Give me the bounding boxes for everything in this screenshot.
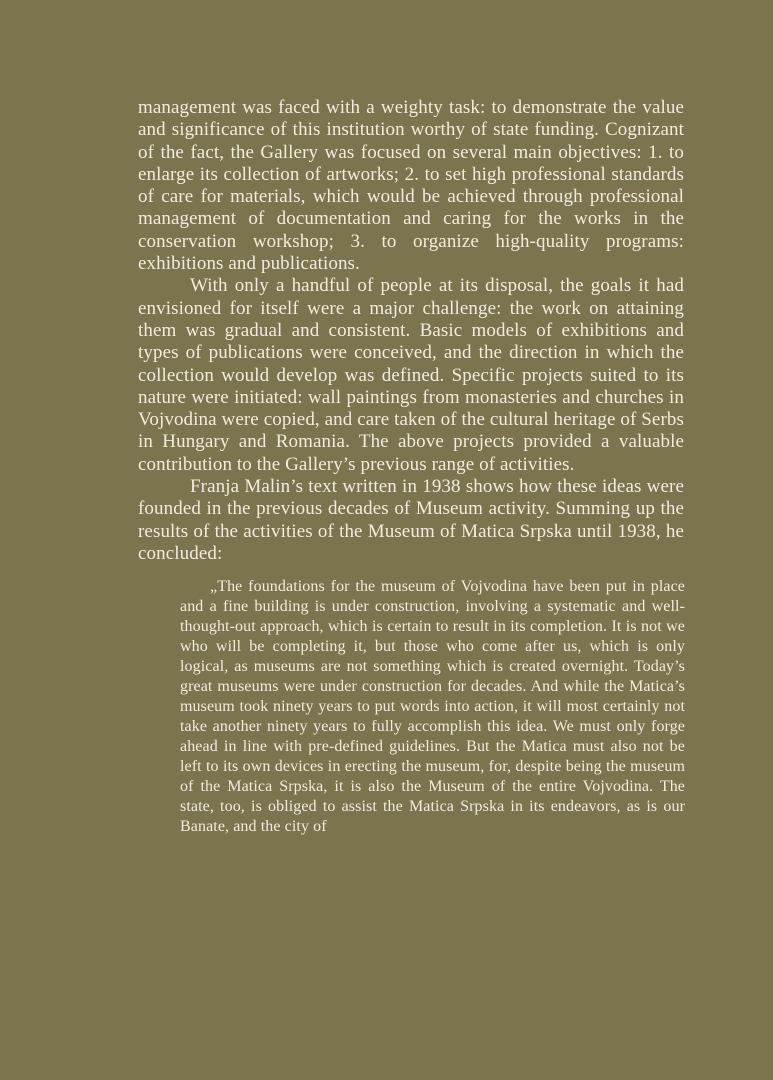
body-paragraph-3: Franja Malin’s text written in 1938 shows how these ideas were founded in the previous decades of Museum activity. Summing up the results of the activities of the Museum of Matica Srpska until 1938, he concluded:: [138, 476, 684, 564]
body-paragraph-2: With only a handful of people at its disposal, the goals it had envisioned for itself were a major challenge: the work on attaining them was gradual and consistent. Basic models of exhibitions and types of publications were conceived, and the direction in which the collection would develop was defined. Specific projects suited to its nature were initiated: wall paintings from monasteries and churches in Vojvodina were copied, and care taken of the cultural heritage of Serbs in Hungary and Romania. The above projects provided a valuable contribution to the Gallery’s previous range of activities.: [138, 275, 684, 475]
blockquote: „The foundations for the museum of Vojvodina have been put in place and a fine building is under construction, involving a systematic and well-thought-out approach, which is certain to result in its completion. It is not we who will be completing it, but those who come after us, which is only logical, as museums are not something which is created overnight. Today’s great museums were under construction for decades. And while the Matica’s museum took ninety years to put words into action, it will most certainly not take another ninety years to fully accomplish this idea. We must only forge ahead in line with pre-defined guidelines. But the Matica must also not be left to its own devices in erecting the museum, for, despite being the museum of the Matica Srpska, it is also the Museum of the entire Vojvodina. The state, too, is obliged to assist the Matica Srpska in its endeavors, as is our Banate, and the city of: [180, 578, 685, 836]
body-paragraph-1: management was faced with a weighty task: to demonstrate the value and significance of this institution worthy of state funding. Cognizant of the fact, the Gallery was focused on several main objectives: 1. to enlarge its collection of artworks; 2. to set high professional standards of care for materials, which would be achieved through professional management of documentation and caring for the works in the conservation workshop; 3. to organize high-quality programs: exhibitions and publications.: [138, 97, 684, 275]
text-column: [138, 97, 684, 837]
